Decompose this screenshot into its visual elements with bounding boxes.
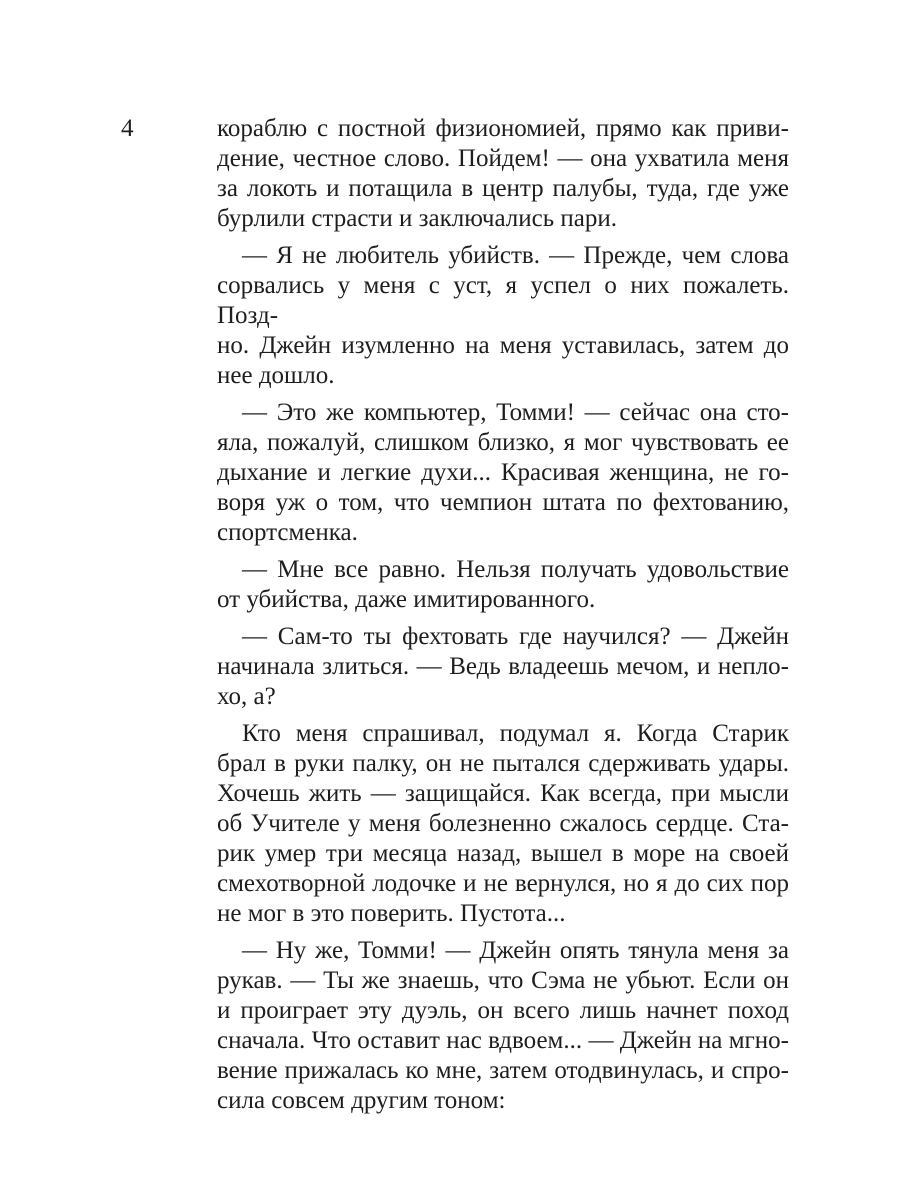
text-line: яла, пожалуй, слишком близко, я мог чувствовать ее: [217, 429, 789, 456]
text-line: сила совсем другим тоном:: [217, 1087, 506, 1114]
text-line: Хочешь жить — защищайся. Как всегда, при мысли: [217, 780, 789, 807]
text-line: бурлили страсти и заключались пари.: [217, 205, 618, 232]
text-line: рик умер три месяца назад, вышел в море на своей: [217, 840, 789, 867]
text-line: нее дошло.: [217, 362, 335, 389]
text-line: за локоть и потащила в центр палубы, туда, где уже: [217, 175, 789, 202]
text-line: — Мне все равно. Нельзя получать удовольствие: [242, 556, 789, 583]
text-line: — Сам-то ты фехтовать где научился? — Джейн: [242, 623, 789, 650]
text-line: кораблю с постной физиономией, прямо как приви-: [217, 115, 789, 142]
page-number: 4: [121, 115, 134, 142]
paragraph: [217, 622, 789, 712]
text-line: не мог в это поверить. Пустота...: [217, 900, 566, 927]
text-line: смехотворной лодочке и не вернулся, но я до сих пор: [217, 870, 789, 897]
text-line: дыхание и легкие духи... Красивая женщина, не го-: [217, 459, 789, 486]
text-line: и проиграет эту дуэль, он всего лишь начнет поход: [217, 997, 789, 1024]
text-line: сначала. Что оставит нас вдвоем... — Джейн на мгно-: [217, 1027, 789, 1054]
text-line: но. Джейн изумленно на меня уставилась, затем до: [217, 332, 789, 359]
text-line: начинала злиться. — Ведь владеешь мечом, и непло-: [217, 653, 789, 680]
text-line: сорвались у меня с уст, я успел о них пожалеть. Позд-: [217, 272, 789, 329]
paragraph: [217, 241, 789, 391]
paragraph: [217, 555, 789, 615]
text-line: — Ну же, Томми! — Джейн опять тянула меня за: [242, 937, 789, 964]
paragraph: [217, 936, 789, 1116]
text-line: воря уж о том, что чемпион штата по фехтованию,: [217, 489, 789, 516]
text-line: брал в руки палку, он не пытался сдерживать удары.: [217, 750, 789, 777]
text-line: спортсменка.: [217, 519, 358, 546]
text-line: от убийства, даже имитированного.: [217, 586, 596, 613]
text-line: Кто меня спрашивал, подумал я. Когда Старик: [242, 720, 789, 747]
paragraph: [217, 114, 789, 234]
text-line: рукав. — Ты же знаешь, что Сэма не убьют. Если он: [217, 967, 789, 994]
text-line: хо, а?: [217, 683, 276, 710]
text-line: дение, честное слово. Пойдем! — она ухватила меня: [217, 145, 789, 172]
paragraph: [217, 398, 789, 548]
text-line: — Я не любитель убийств. — Прежде, чем слова: [242, 242, 789, 269]
text-column: [217, 114, 789, 1116]
text-line: — Это же компьютер, Томми! — сейчас она сто-: [242, 399, 789, 426]
text-line: об Учителе у меня болезненно сжалось сердце. Ста-: [217, 810, 789, 837]
paragraph: [217, 719, 789, 929]
text-line: вение прижалась ко мне, затем отодвинулась, и спро-: [217, 1057, 789, 1084]
